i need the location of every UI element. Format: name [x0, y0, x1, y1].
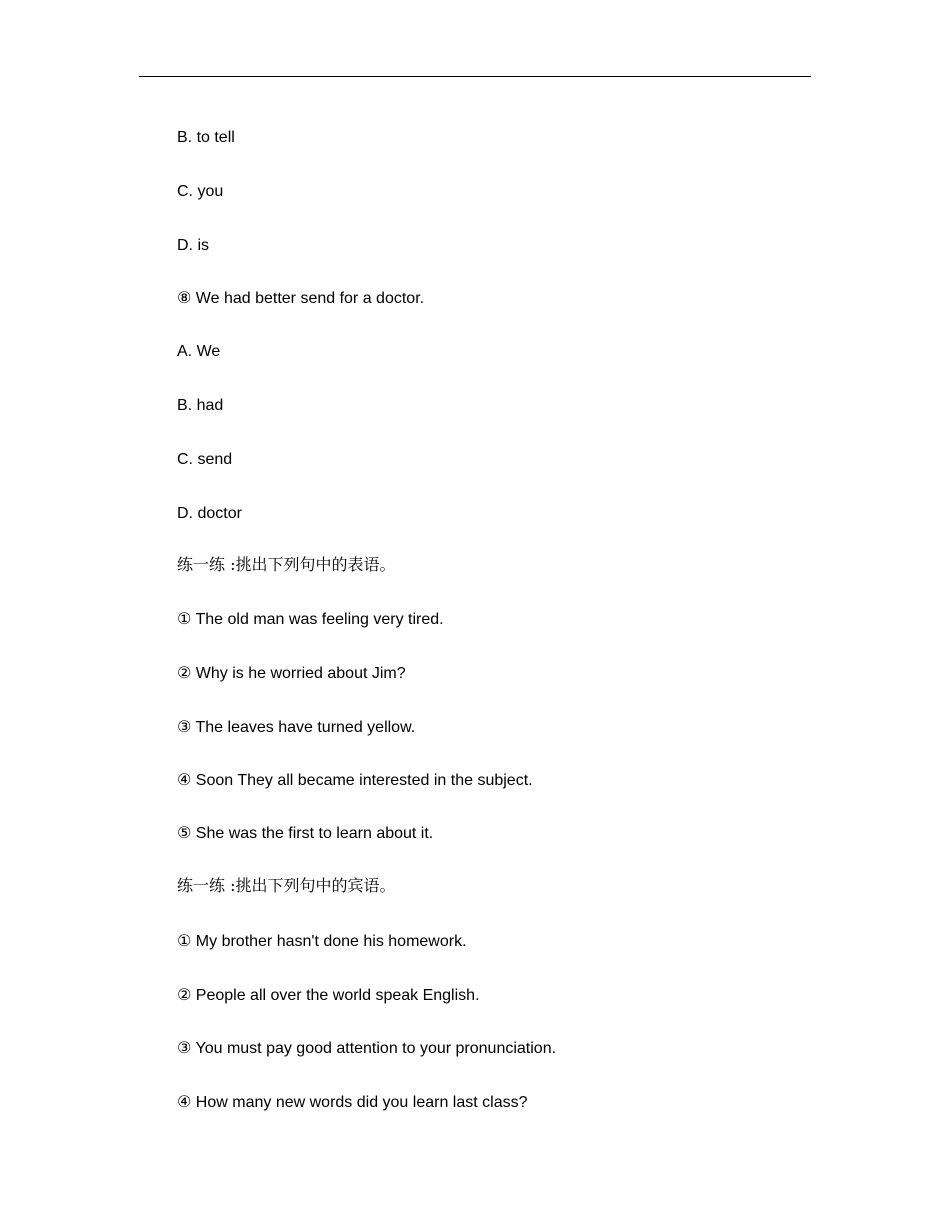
option-a-we: A. We	[177, 343, 221, 360]
predicative-item-5: ⑤ She was the first to learn about it.	[177, 825, 434, 842]
header-rule	[139, 76, 811, 77]
option-d-is: D. is	[177, 237, 209, 254]
option-c-you: C. you	[177, 183, 224, 200]
object-item-1: ① My brother hasn't done his homework.	[177, 933, 467, 950]
object-item-3: ③ You must pay good attention to your pronunciation.	[177, 1040, 557, 1057]
object-item-2: ② People all over the world speak English.	[177, 987, 480, 1004]
predicative-item-1: ① The old man was feeling very tired.	[177, 611, 444, 628]
predicative-item-3: ③ The leaves have turned yellow.	[177, 719, 416, 736]
option-d-doctor: D. doctor	[177, 505, 242, 522]
exercise-heading-object: 练一练 :挑出下列句中的宾语。	[177, 876, 396, 895]
predicative-item-4: ④ Soon They all became interested in the subject.	[177, 772, 533, 789]
exercise-heading-predicative: 练一练 :挑出下列句中的表语。	[177, 555, 396, 574]
predicative-item-2: ② Why is he worried about Jim?	[177, 665, 406, 682]
option-b-had: B. had	[177, 397, 224, 414]
option-c-send: C. send	[177, 451, 233, 468]
question-8: ⑧ We had better send for a doctor.	[177, 290, 425, 307]
option-b-to-tell: B. to tell	[177, 129, 235, 146]
object-item-4: ④ How many new words did you learn last class?	[177, 1094, 528, 1111]
